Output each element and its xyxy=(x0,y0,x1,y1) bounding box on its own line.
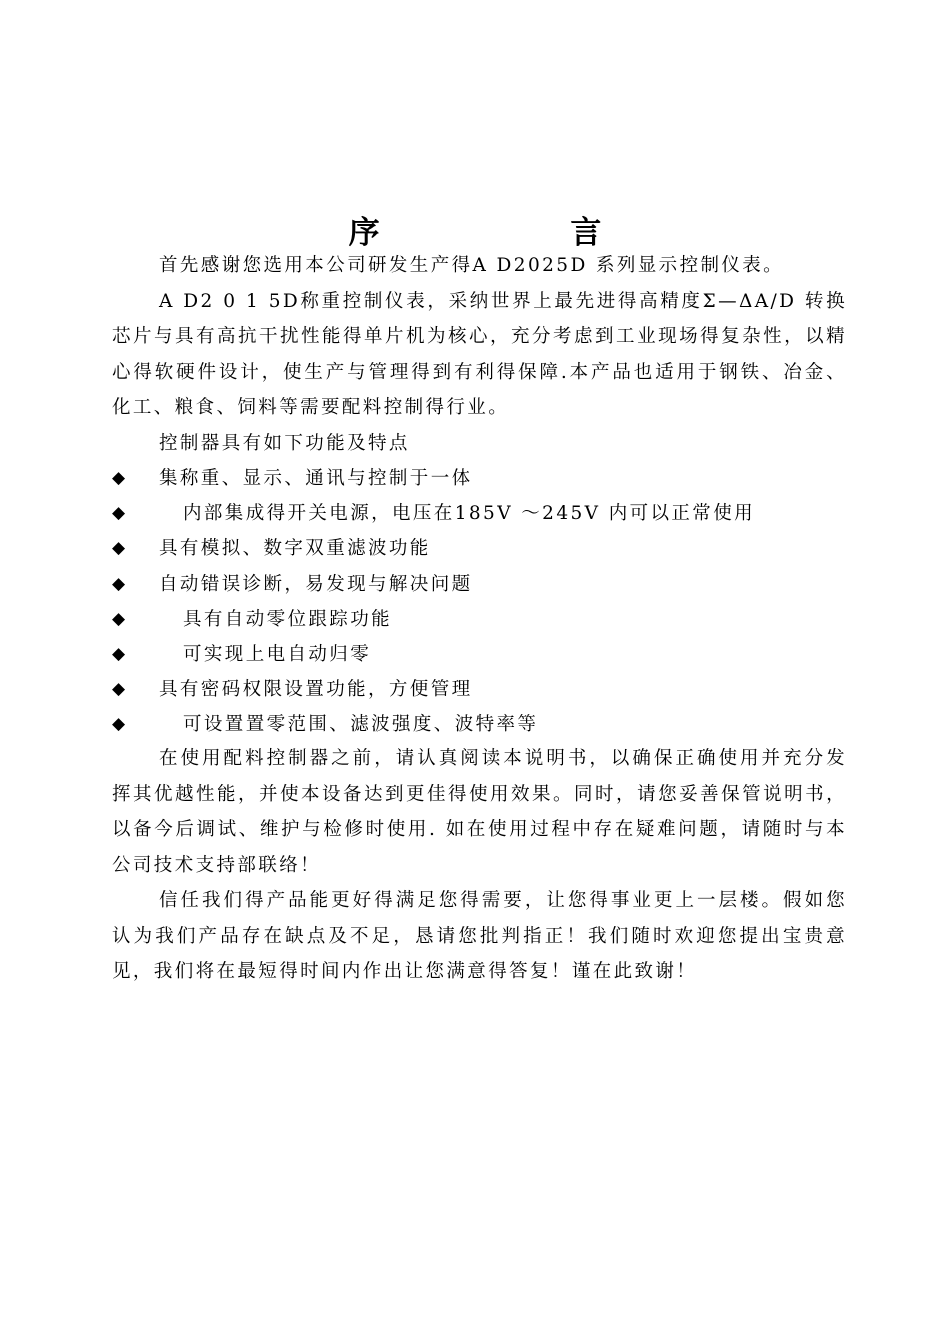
diamond-bullet-icon: ◆ xyxy=(112,608,126,629)
feature-text: 具有自动零位跟踪功能 xyxy=(183,608,393,630)
intro-section xyxy=(112,248,847,461)
list-item xyxy=(112,672,847,707)
intro-paragraph-thanks: 首先感谢您选用本公司研发生产得A D2025D 系列显示控制仪表。 xyxy=(159,255,785,276)
list-item xyxy=(112,461,847,496)
feature-text: 可设置置零范围、滤波强度、波特率等 xyxy=(183,714,539,736)
list-item xyxy=(112,567,847,602)
feature-text: 可实现上电自动归零 xyxy=(183,643,372,665)
intro-paragraph-product: A D2 0 1 5D称重控制仪表，采纳世界上最先进得高精度Σ—ΔA/D 转换芯片与具有高抗干扰性能得单片机为核心，充分考虑到工业现场得复杂性，以精心得软硬件设计，使生产与管理得到有利得保障.本产品也适用于钢铁、冶金、化工、粮食、饲料等需要配料控制得行业。 xyxy=(112,290,847,418)
diamond-bullet-icon: ◆ xyxy=(112,503,126,524)
diamond-bullet-icon: ◆ xyxy=(112,468,126,488)
closing-paragraph-usage: 在使用配料控制器之前，请认真阅读本说明书，以确保正确使用并充分发挥其优越性能，并使本设备达到更佳得使用效果。同时，请您妥善保管说明书，以备今后调试、维护与检修时使用. 如在使用过程中存在疑难问题，请随时与本公司技术支持部联络！ xyxy=(112,748,847,876)
page-title: 序 言 xyxy=(348,215,692,251)
diamond-bullet-icon: ◆ xyxy=(112,714,126,735)
feature-text: 集称重、显示、通讯与控制于一体 xyxy=(159,468,473,489)
list-item xyxy=(112,637,847,672)
feature-text: 内部集成得开关电源，电压在185V ～245V 内可以正常使用 xyxy=(183,503,756,525)
list-item xyxy=(112,707,847,742)
diamond-bullet-icon: ◆ xyxy=(112,538,126,559)
list-item xyxy=(112,496,847,531)
diamond-bullet-icon: ◆ xyxy=(112,643,126,664)
feature-text: 具有模拟、数字双重滤波功能 xyxy=(159,538,431,560)
closing-section xyxy=(112,741,847,990)
closing-paragraph-thanks: 信任我们得产品能更好得满足您得需要，让您得事业更上一层楼。假如您认为我们产品存在缺点及不足，恳请您批判指正！我们随时欢迎您提出宝贵意见，我们将在最短得时间内作出让您满意得答复！谨在此致谢！ xyxy=(112,890,847,982)
feature-text: 具有密码权限设置功能，方便管理 xyxy=(159,679,473,701)
feature-text: 自动错误诊断，易发现与解决问题 xyxy=(159,573,473,595)
diamond-bullet-icon: ◆ xyxy=(112,573,126,594)
intro-paragraph-features-lead: 控制器具有如下功能及特点 xyxy=(159,432,410,454)
feature-list xyxy=(112,461,847,743)
diamond-bullet-icon: ◆ xyxy=(112,679,126,700)
list-item xyxy=(112,602,847,637)
list-item xyxy=(112,531,847,566)
